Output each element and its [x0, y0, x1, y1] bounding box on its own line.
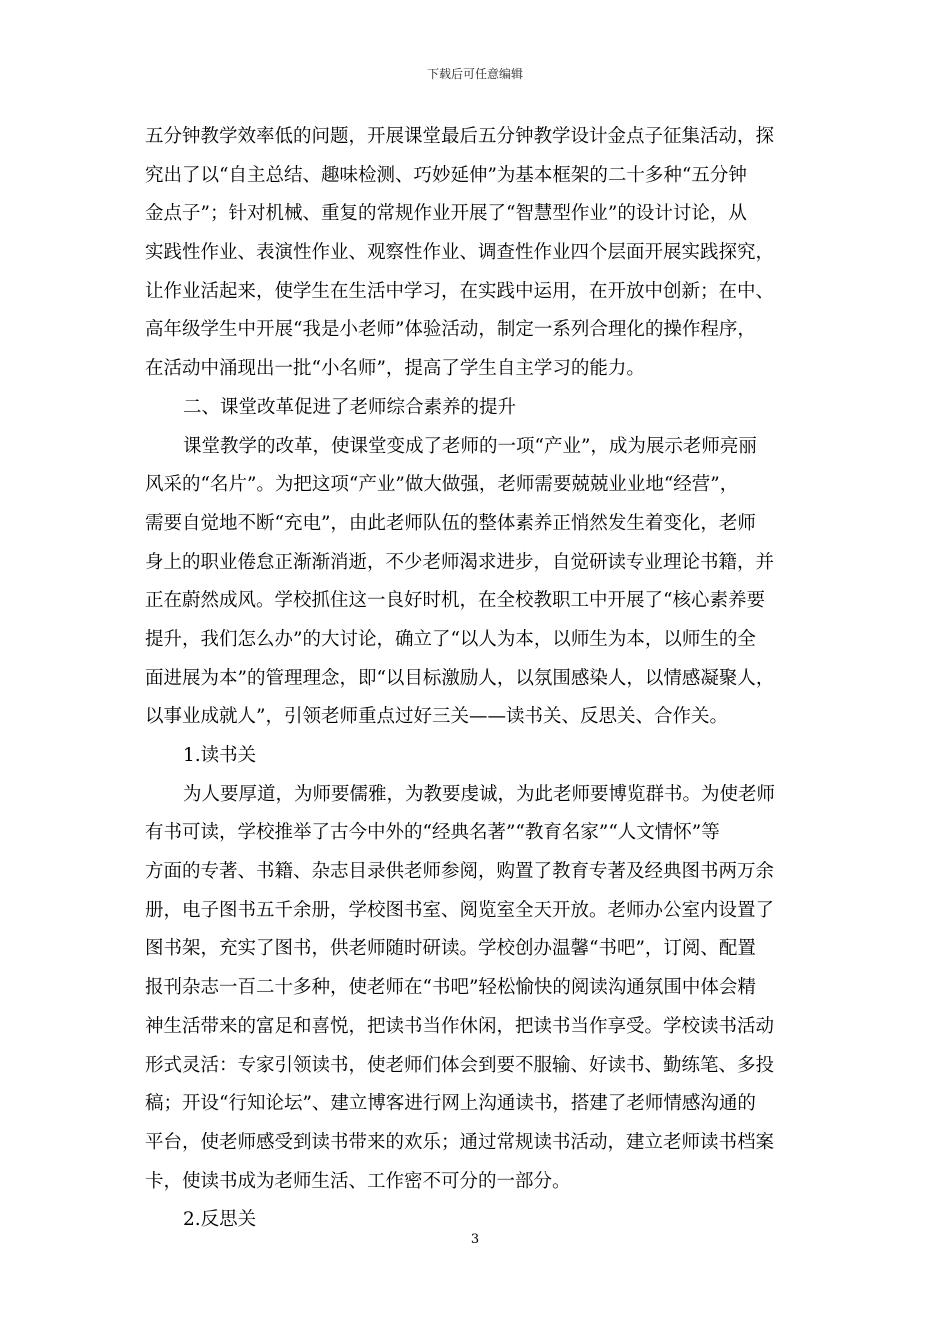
text-line: 报刊杂志一百二十多种，使老师在“书吧”轻松愉快的阅读沟通氛围中体会精	[145, 977, 756, 999]
page-header: 下载后可任意编辑	[426, 67, 523, 81]
text-line: 方面的专著、书籍、杂志目录供老师参阅，购置了教育专著及经典图书两万余	[145, 861, 775, 883]
subsection-heading: 2.反思关	[183, 1209, 257, 1231]
text-line: 在活动中涌现出一批“小名师”，提高了学生自主学习的能力。	[145, 358, 645, 380]
text-line: 身上的职业倦怠正渐渐消逝，不少老师渴求进步，自觉研读专业理论书籍，并	[145, 551, 775, 573]
text-line: 面进展为本”的管理理念，即“以目标激励人，以氛围感染人，以情感凝聚人，	[145, 667, 775, 689]
text-line: 形式灵活：专家引领读书，使老师们体会到要不服输、好读书、勤练笔、多投	[145, 1054, 775, 1076]
body-text	[145, 118, 807, 1240]
text-line: 让作业活起来，使学生在生活中学习，在实践中运用，在开放中创新；在中、	[145, 280, 775, 302]
page-number: 3	[470, 1232, 480, 1247]
text-line: 五分钟教学效率低的问题，开展课堂最后五分钟教学设计金点子征集活动，探	[145, 126, 775, 147]
text-line: 平台，使老师感受到读书带来的欢乐；通过常规读书活动，建立老师读书档案	[145, 1131, 775, 1153]
text-line: 图书架，充实了图书，供老师随时研读。学校创办温馨“书吧”，订阅、配置	[145, 938, 756, 960]
text-line: 稿；开设“行知论坛”、建立博客进行网上沟通读书，搭建了老师情感沟通的	[145, 1093, 756, 1115]
text-line: 实践性作业、表演性作业、观察性作业、调查性作业四个层面开展实践探究，	[145, 242, 775, 264]
text-line: 究出了以“自主总结、趣味检测、巧妙延伸”为基本框架的二十多种“五分钟	[145, 164, 747, 186]
text-line: 金点子”；针对机械、重复的常规作业开展了“智慧型作业”的设计讨论，从	[145, 203, 747, 225]
text-line: 有书可读，学校推举了古今中外的“经典名著”“教育名家”“人文情怀”等	[145, 822, 720, 844]
text-line: 册，电子图书五千余册，学校图书室、阅览室全天开放。老师办公室内设置了	[145, 899, 775, 921]
text-line: 卡，使读书成为老师生活、工作密不可分的一部分。	[145, 1170, 571, 1192]
text-line: 为人要厚道，为师要儒雅，为教要虔诚，为此老师要博览群书。为使老师	[183, 783, 776, 805]
text-line: 高年级学生中开展“我是小老师”体验活动，制定一系列合理化的操作程序，	[145, 319, 756, 341]
text-line: 课堂教学的改革，使课堂变成了老师的一项“产业”，成为展示老师亮丽	[183, 435, 757, 457]
text-line: 风采的“名片”。为把这项“产业”做大做强，老师需要兢兢业业地“经营”，	[145, 474, 739, 496]
text-line: 以事业成就人”，引领老师重点过好三关——读书关、反思关、合作关。	[145, 706, 728, 728]
subsection-heading: 1.读书关	[183, 745, 257, 766]
section-heading: 二、课堂改革促进了老师综合素养的提升	[183, 396, 517, 418]
text-line: 正在蔚然成风。学校抓住这一良好时机，在全校教职工中开展了“核心素养要	[145, 590, 765, 612]
text-line: 需要自觉地不断“充电”，由此老师队伍的整体素养正悄然发生着变化，老师	[145, 512, 756, 534]
text-line: 提升，我们怎么办”的大讨论，确立了“以人为本，以师生为本，以师生的全	[145, 628, 756, 650]
text-line: 神生活带来的富足和喜悦，把读书当作休闲，把读书当作享受。学校读书活动	[145, 1015, 775, 1037]
